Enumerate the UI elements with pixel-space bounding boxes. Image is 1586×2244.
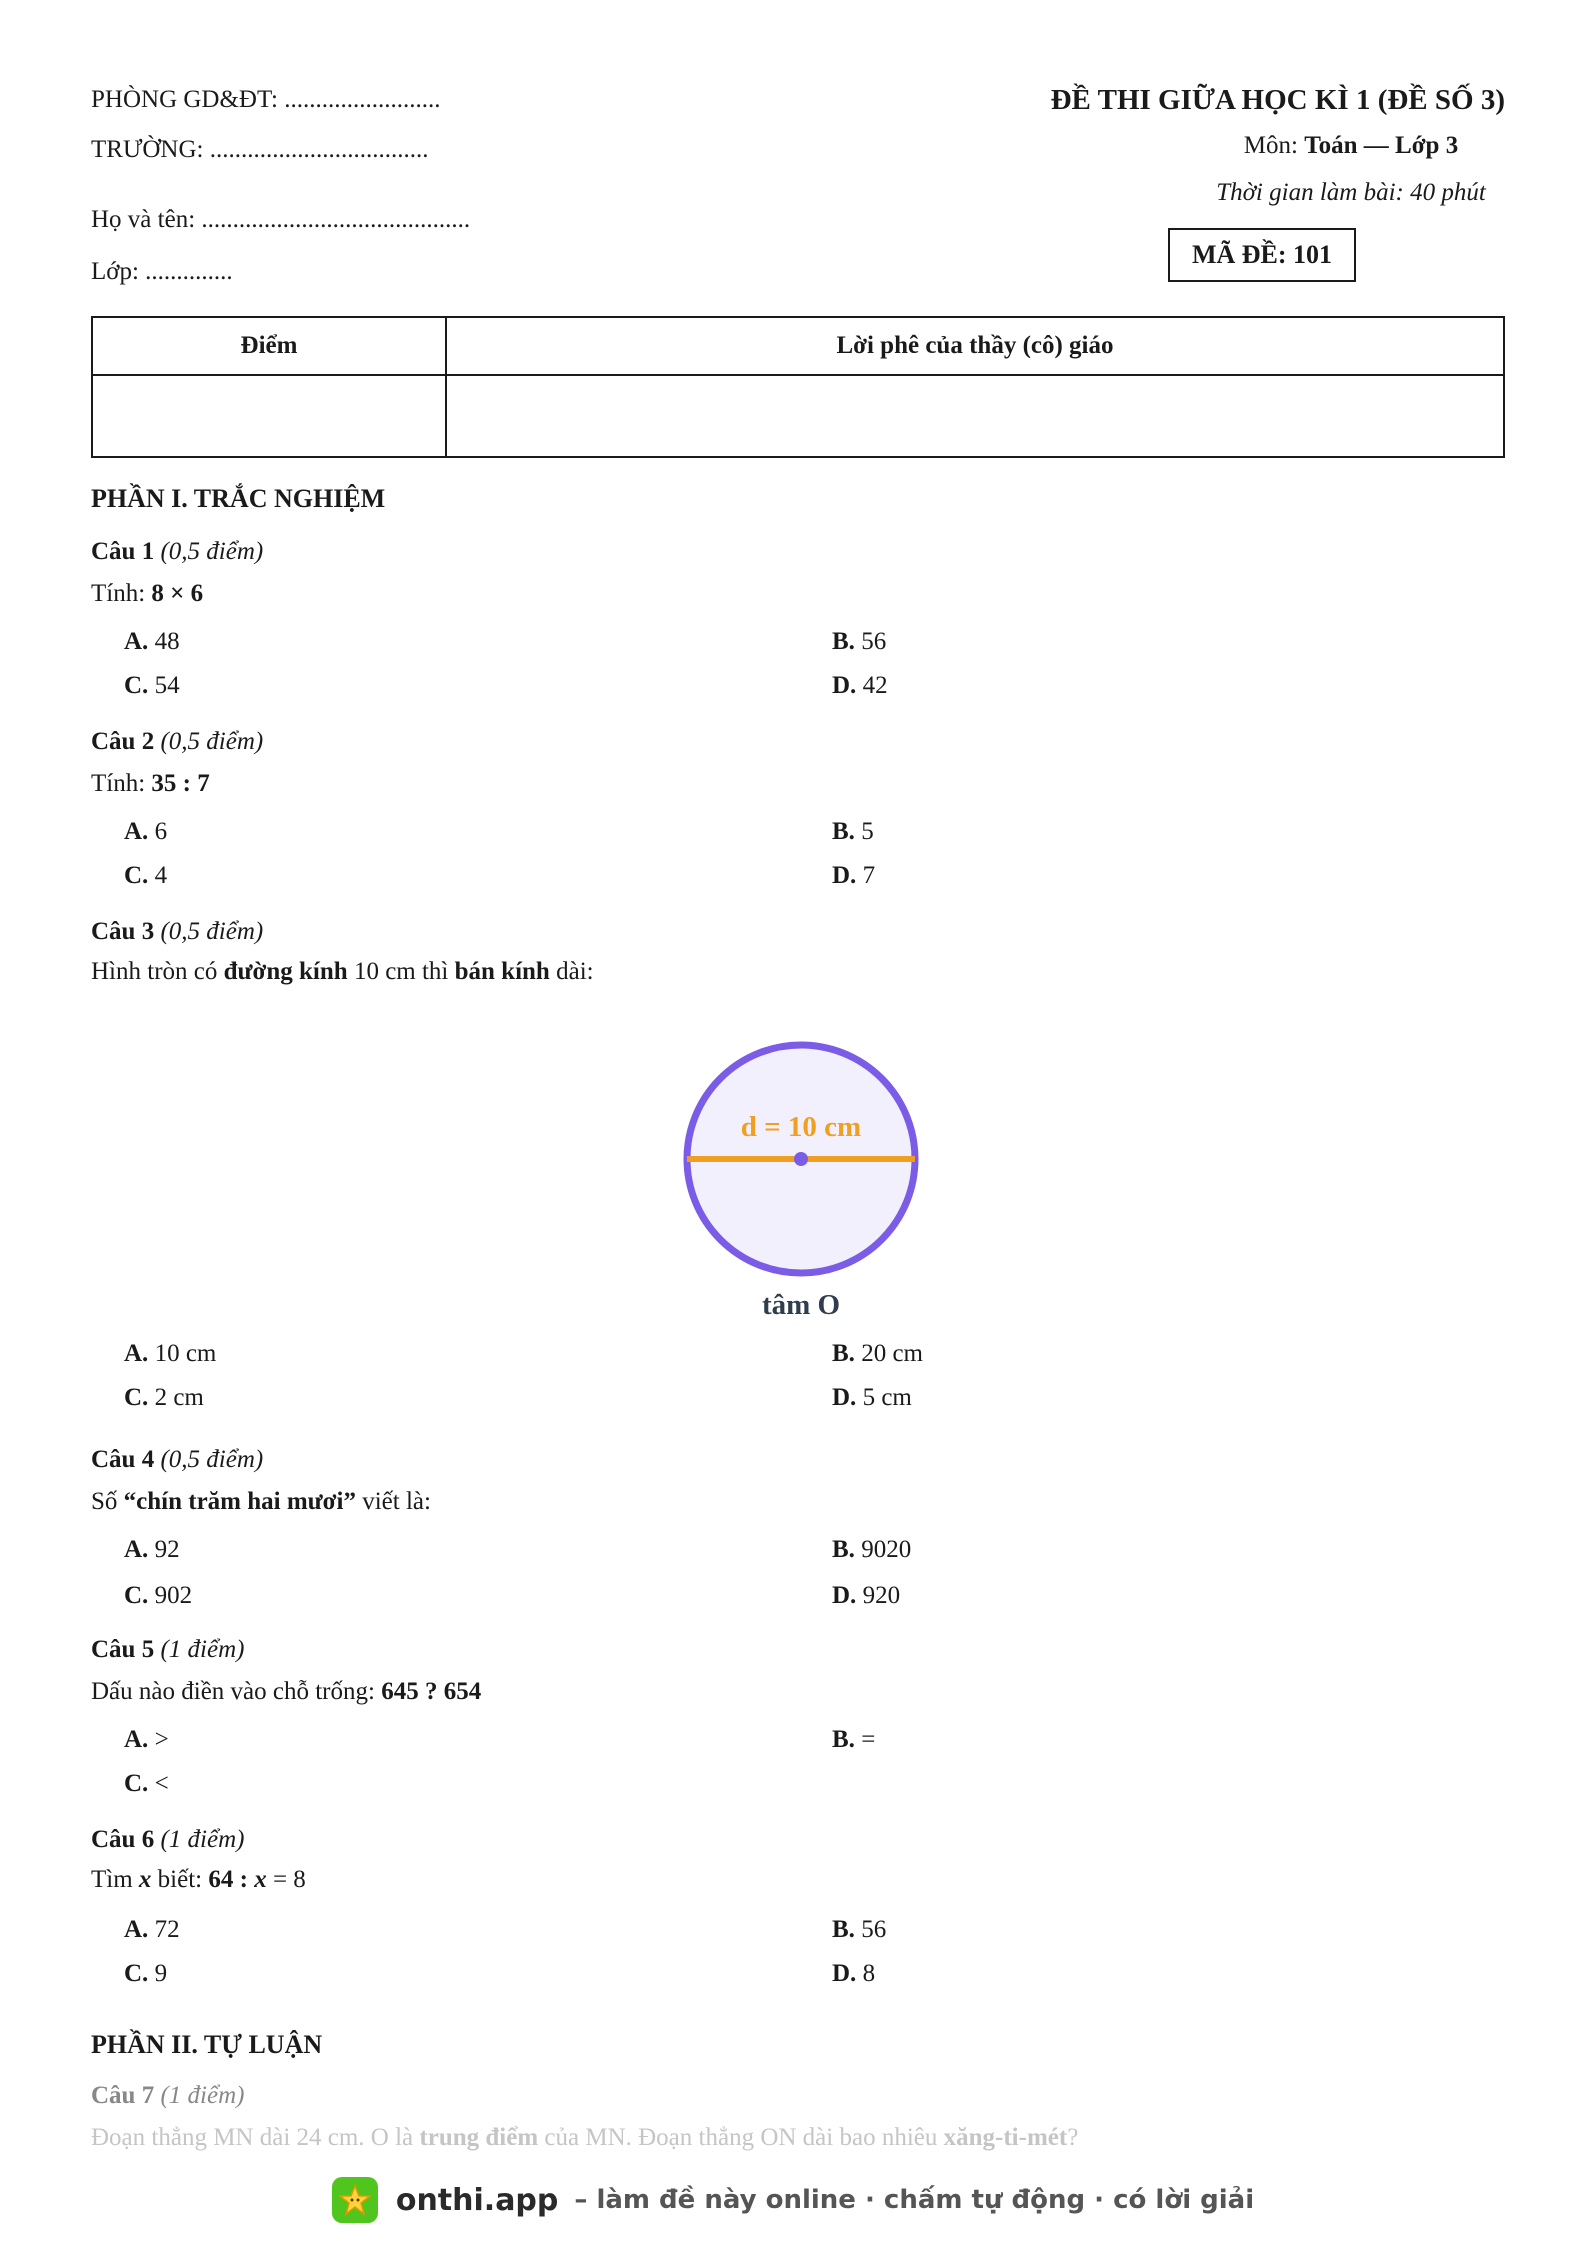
- option-value: 54: [154, 672, 180, 699]
- phong-gd-line: PHÒNG GD&ĐT: .........................: [91, 86, 441, 113]
- part2-title: PHẦN II. TỰ LUẬN: [91, 2030, 323, 2059]
- option-value: 5 cm: [862, 1384, 912, 1411]
- option-key: C.: [124, 1770, 149, 1797]
- q3-text: [91, 958, 594, 986]
- option-key: C.: [124, 672, 149, 699]
- subject-prefix: Môn:: [1243, 132, 1305, 159]
- option-value: 56: [861, 628, 887, 655]
- q5-expr: 645 ? 654: [381, 1678, 482, 1705]
- option-key: B.: [832, 1536, 855, 1563]
- option-key: D.: [832, 672, 857, 699]
- option-value: 5: [861, 818, 874, 845]
- q5-header: [91, 1636, 244, 1664]
- option-key: A.: [124, 628, 149, 655]
- option-key: B.: [832, 1726, 855, 1753]
- grade-header-diem: Điểm: [92, 317, 446, 375]
- q7-text: [91, 2124, 1078, 2152]
- option-key: A.: [124, 1726, 149, 1753]
- q3-option-b[interactable]: [832, 1340, 923, 1368]
- q7-t1: Đoạn thẳng MN dài 24 cm. O là: [91, 2124, 420, 2151]
- option-key: C.: [124, 1582, 149, 1609]
- center-point: [794, 1152, 808, 1166]
- option-value: 20 cm: [861, 1340, 923, 1367]
- subject-value: Toán — Lớp 3: [1304, 132, 1459, 159]
- option-value: 9: [154, 1960, 168, 1987]
- option-value: 7: [862, 862, 876, 889]
- q3-option-d[interactable]: [832, 1384, 912, 1412]
- q2-prefix: Tính:: [91, 770, 152, 797]
- q4-t2: “chín trăm hai mươi”: [123, 1488, 356, 1515]
- q6-expr: 64 :: [208, 1866, 255, 1893]
- q4-option-d[interactable]: [832, 1582, 900, 1610]
- option-key: D.: [832, 1960, 857, 1987]
- q4-label: Câu 4: [91, 1446, 155, 1473]
- q5-option-c[interactable]: [124, 1770, 169, 1798]
- q7-t2: trung điểm: [419, 2124, 539, 2151]
- option-key: D.: [832, 1582, 857, 1609]
- option-value: 4: [154, 862, 168, 889]
- q1-option-c[interactable]: [124, 672, 180, 700]
- q5-label: Câu 5: [91, 1636, 155, 1663]
- option-value: >: [154, 1726, 169, 1753]
- q5-text: [91, 1678, 481, 1706]
- option-key: B.: [832, 1340, 855, 1367]
- q1-option-b[interactable]: [832, 628, 886, 656]
- q2-expr: 35 : 7: [151, 770, 210, 797]
- q7-t4: xăng-ti-mét: [943, 2124, 1068, 2151]
- q7-t5: ?: [1067, 2124, 1079, 2151]
- q3-label: Câu 3: [91, 918, 155, 945]
- grade-table: [91, 316, 1505, 458]
- q7-points: (1 điểm): [160, 2082, 245, 2109]
- q7-header: [91, 2082, 244, 2110]
- footer-banner[interactable]: [0, 2170, 1586, 2230]
- truong-line: TRƯỜNG: ...................................: [91, 136, 429, 163]
- q6-expr-end: = 8: [266, 1866, 306, 1893]
- grade-header-loi-phe: Lời phê của thầy (cô) giáo: [446, 317, 1504, 375]
- part1-title: PHẦN I. TRẮC NGHIỆM: [91, 484, 386, 513]
- footer-tagline: – làm đề này online · chấm tự động · có lời giải: [574, 2185, 1255, 2215]
- q1-text: [91, 580, 203, 608]
- q1-points: (0,5 điểm): [160, 538, 264, 565]
- q1-label: Câu 1: [91, 538, 155, 565]
- diameter-label: d = 10 cm: [740, 1111, 862, 1143]
- q3-t4: bán kính: [454, 958, 550, 985]
- q6-header: [91, 1826, 244, 1854]
- q6-prefix: Tìm: [91, 1866, 139, 1893]
- q3-t3: 10 cm thì: [347, 958, 455, 985]
- star-logo-icon: [332, 2177, 378, 2223]
- q5-points: (1 điểm): [160, 1636, 245, 1663]
- q2-label: Câu 2: [91, 728, 155, 755]
- option-value: 9020: [861, 1536, 912, 1563]
- option-value: 2 cm: [154, 1384, 204, 1411]
- q1-header: [91, 538, 263, 566]
- q5-option-b[interactable]: [832, 1726, 875, 1754]
- q6-option-d[interactable]: [832, 1960, 875, 1988]
- q4-option-c[interactable]: [124, 1582, 192, 1610]
- center-label: tâm O: [761, 1289, 841, 1321]
- q2-text: [91, 770, 210, 798]
- option-value: 8: [862, 1960, 876, 1987]
- q1-option-a[interactable]: [124, 628, 180, 656]
- option-key: C.: [124, 862, 149, 889]
- option-key: B.: [832, 1916, 855, 1943]
- option-key: A.: [124, 1916, 149, 1943]
- option-key: D.: [832, 862, 857, 889]
- grade-cell-loi-phe: [446, 375, 1504, 457]
- q6-var: x: [138, 1866, 152, 1893]
- q3-t5: dài:: [549, 958, 594, 985]
- subject-line: [1071, 132, 1586, 160]
- q1-expr: 8 × 6: [151, 580, 204, 607]
- q3-option-a[interactable]: [124, 1340, 216, 1368]
- q3-t2: đường kính: [223, 958, 348, 985]
- time-line: Thời gian làm bài: 40 phút: [1216, 179, 1486, 206]
- q2-header: [91, 728, 263, 756]
- q4-text: [91, 1488, 431, 1516]
- q5-option-a[interactable]: [124, 1726, 169, 1754]
- q6-text: [91, 1866, 306, 1894]
- option-value: 56: [861, 1916, 887, 1943]
- ma-de-box: MÃ ĐỀ: 101: [1168, 228, 1356, 282]
- option-value: <: [154, 1770, 169, 1797]
- q3-t1: Hình tròn có: [91, 958, 224, 985]
- star-icon: [338, 2183, 372, 2217]
- q6-label: Câu 6: [91, 1826, 155, 1853]
- option-value: 72: [154, 1916, 180, 1943]
- q1-option-d[interactable]: [832, 672, 888, 700]
- option-key: A.: [124, 1340, 149, 1367]
- q3-option-c[interactable]: [124, 1384, 204, 1412]
- q3-points: (0,5 điểm): [160, 918, 264, 945]
- q6-points: (1 điểm): [160, 1826, 245, 1853]
- q7-label: Câu 7: [91, 2082, 155, 2109]
- q6-mid: biết:: [151, 1866, 209, 1893]
- lop-line: Lớp: ..............: [91, 258, 233, 285]
- brand-name[interactable]: onthi.app: [395, 2182, 559, 2218]
- option-key: C.: [124, 1960, 149, 1987]
- q2-option-a[interactable]: [124, 818, 167, 846]
- q2-points: (0,5 điểm): [160, 728, 264, 755]
- q5-prefix: Dấu nào điền vào chỗ trống:: [91, 1678, 382, 1705]
- option-key: A.: [124, 818, 149, 845]
- q7-t3: của MN. Đoạn thẳng ON dài bao nhiêu: [538, 2124, 944, 2151]
- exam-page: [91, 0, 1505, 2244]
- q6-expr-var: x: [254, 1866, 267, 1893]
- option-value: 902: [154, 1582, 193, 1609]
- q4-points: (0,5 điểm): [160, 1446, 264, 1473]
- option-value: =: [861, 1726, 876, 1753]
- q2-option-c[interactable]: [124, 862, 167, 890]
- option-key: A.: [124, 1536, 149, 1563]
- q4-header: [91, 1446, 263, 1474]
- grade-cell-diem: [92, 375, 446, 457]
- q2-option-d[interactable]: [832, 862, 875, 890]
- q4-option-a[interactable]: [124, 1536, 180, 1564]
- option-key: C.: [124, 1384, 149, 1411]
- q4-option-b[interactable]: [832, 1536, 911, 1564]
- q3-header: [91, 918, 263, 946]
- q6-option-b[interactable]: [832, 1916, 886, 1944]
- q6-option-c[interactable]: [124, 1960, 167, 1988]
- exam-title: ĐỀ THI GIỮA HỌC KÌ 1 (ĐỀ SỐ 3): [1050, 84, 1505, 116]
- option-value: 48: [154, 628, 180, 655]
- option-key: D.: [832, 1384, 857, 1411]
- ho-ten-line: Họ và tên: ...........................................: [91, 206, 471, 233]
- option-value: 920: [862, 1582, 901, 1609]
- option-key: B.: [832, 628, 855, 655]
- q6-option-a[interactable]: [124, 1916, 180, 1944]
- q2-option-b[interactable]: [832, 818, 874, 846]
- q1-prefix: Tính:: [91, 580, 152, 607]
- q4-t3: viết là:: [355, 1488, 431, 1515]
- q4-t1: Số: [91, 1488, 124, 1515]
- option-value: 10 cm: [154, 1340, 217, 1367]
- option-value: 92: [154, 1536, 180, 1563]
- option-value: 42: [862, 672, 888, 699]
- circle-figure: [661, 1030, 941, 1330]
- option-key: B.: [832, 818, 855, 845]
- option-value: 6: [154, 818, 168, 845]
